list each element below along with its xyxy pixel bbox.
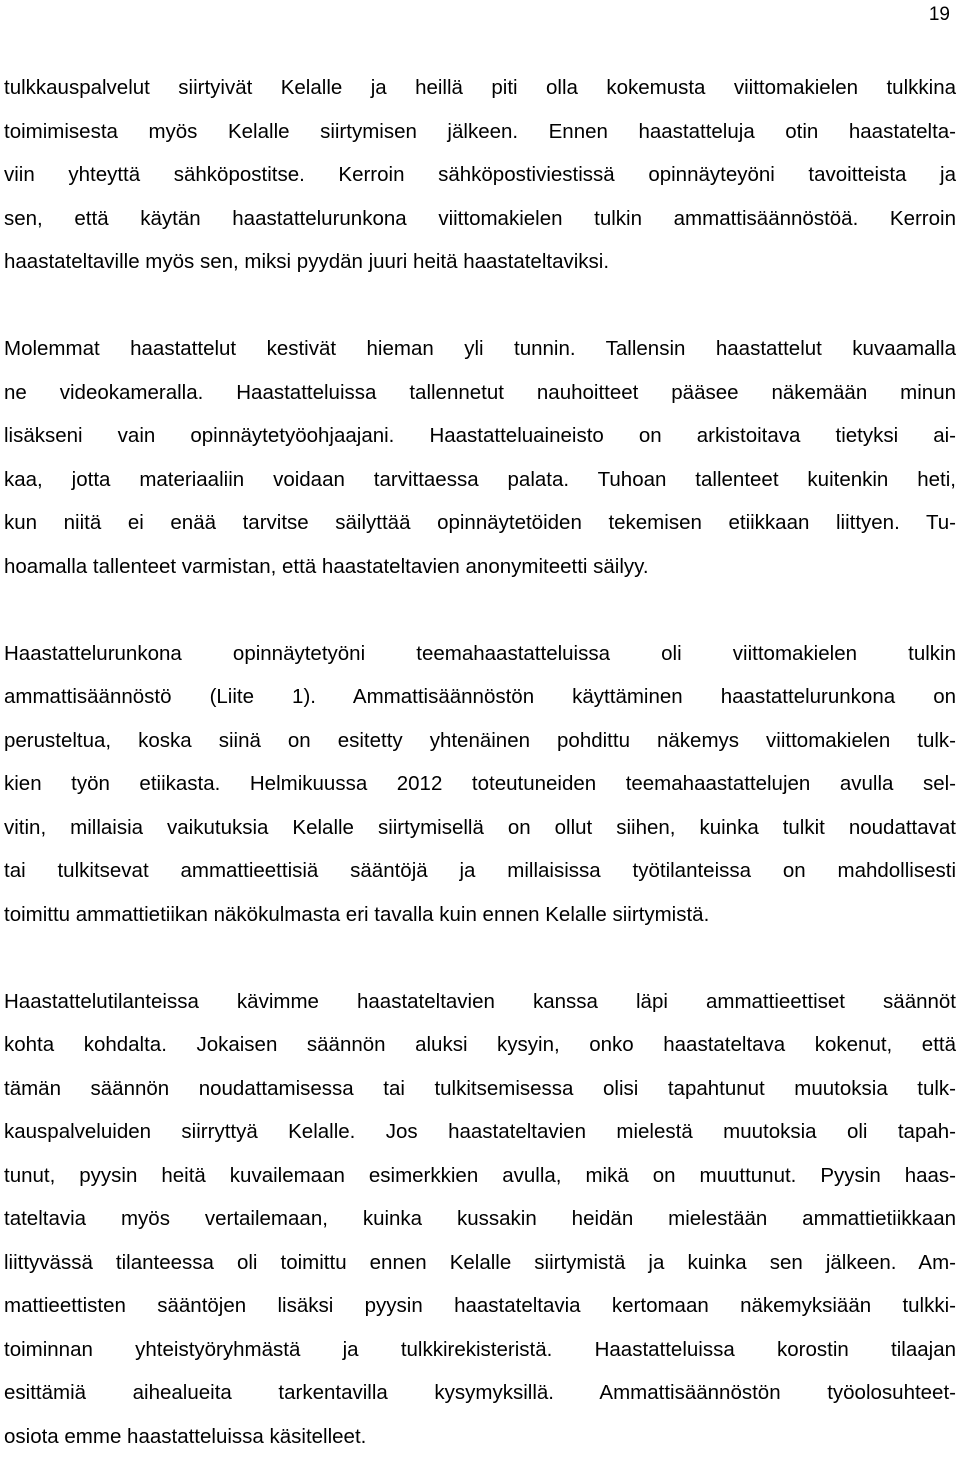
text-line: Molemmat haastattelut kestivät hieman yli tunnin. Tallensin haastattelut kuvaamalla xyxy=(4,327,956,371)
text-line: sen, että käytän haastattelurunkona viittomakielen tulkin ammattisäännöstöä. Kerroin xyxy=(4,197,956,241)
paragraph-gap xyxy=(4,284,956,328)
paragraph-gap xyxy=(4,936,956,980)
text-line: tai tulkitsevat ammattieettisiä sääntöjä ja millaisissa työtilanteissa on mahdollisesti xyxy=(4,849,956,893)
paragraph xyxy=(4,66,956,284)
text-line: osiota emme haastatteluissa käsitelleet. xyxy=(4,1415,956,1458)
text-line: perusteltua, koska siinä on esitetty yhtenäinen pohdittu näkemys viittomakielen tulk- xyxy=(4,719,956,763)
text-line: tämän säännön noudattamisessa tai tulkitsemisessa olisi tapahtunut muutoksia tulk- xyxy=(4,1067,956,1111)
text-line: tulkkauspalvelut siirtyivät Kelalle ja heillä piti olla kokemusta viittomakielen tulkkina xyxy=(4,66,956,110)
text-line: ne videokameralla. Haastatteluissa tallennetut nauhoitteet pääsee näkemään minun xyxy=(4,371,956,415)
text-line: liittyvässä tilanteessa oli toimittu ennen Kelalle siirtymistä ja kuinka sen jälkeen. Am- xyxy=(4,1241,956,1285)
text-line: tateltavia myös vertailemaan, kuinka kussakin heidän mielestään ammattietiikkaan xyxy=(4,1197,956,1241)
text-line: tunut, pyysin heitä kuvailemaan esimerkkien avulla, mikä on muuttunut. Pyysin haas- xyxy=(4,1154,956,1198)
text-line: Haastattelurunkona opinnäytetyöni teemahaastatteluissa oli viittomakielen tulkin xyxy=(4,632,956,676)
text-line: mattieettisten sääntöjen lisäksi pyysin haastateltavia kertomaan näkemyksiään tulkki- xyxy=(4,1284,956,1328)
text-line: kun niitä ei enää tarvitse säilyttää opinnäytetöiden tekemisen etiikkaan liittyen. Tu- xyxy=(4,501,956,545)
paragraph-gap xyxy=(4,588,956,632)
text-line: toiminnan yhteistyöryhmästä ja tulkkirekisteristä. Haastatteluissa korostin tilaajan xyxy=(4,1328,956,1372)
paragraph xyxy=(4,632,956,937)
text-line: toimimisesta myös Kelalle siirtymisen jälkeen. Ennen haastatteluja otin haastatelta- xyxy=(4,110,956,154)
text-line: kauspalveluiden siirryttyä Kelalle. Jos haastateltavien mielestä muutoksia oli tapah- xyxy=(4,1110,956,1154)
text-line: viin yhteyttä sähköpostitse. Kerroin sähköpostiviestissä opinnäyteyöni tavoitteista ja xyxy=(4,153,956,197)
text-line: lisäkseni vain opinnäytetyöohjaajani. Haastatteluaineisto on arkistoitava tietyksi ai- xyxy=(4,414,956,458)
text-line: vitin, millaisia vaikutuksia Kelalle siirtymisellä on ollut siihen, kuinka tulkit noudattavat xyxy=(4,806,956,850)
document-body xyxy=(4,66,956,1458)
text-line: haastateltaville myös sen, miksi pyydän juuri heitä haastateltaviksi. xyxy=(4,240,956,284)
text-line: kohta kohdalta. Jokaisen säännön aluksi kysyin, onko haastateltava kokenut, että xyxy=(4,1023,956,1067)
text-line: Haastattelutilanteissa kävimme haastateltavien kanssa läpi ammattieettiset säännöt xyxy=(4,980,956,1024)
page-number: 19 xyxy=(929,4,950,26)
text-line: kaa, jotta materiaaliin voidaan tarvittaessa palata. Tuhoan tallenteet kuitenkin heti, xyxy=(4,458,956,502)
paragraph xyxy=(4,327,956,588)
paragraph xyxy=(4,980,956,1458)
text-line: ammattisäännöstö (Liite 1). Ammattisäännöstön käyttäminen haastattelurunkona on xyxy=(4,675,956,719)
text-line: kien työn etiikasta. Helmikuussa 2012 toteutuneiden teemahaastattelujen avulla sel- xyxy=(4,762,956,806)
text-line: hoamalla tallenteet varmistan, että haastateltavien anonymiteetti säilyy. xyxy=(4,545,956,589)
text-line: toimittu ammattietiikan näkökulmasta eri tavalla kuin ennen Kelalle siirtymistä. xyxy=(4,893,956,937)
text-line: esittämiä aihealueita tarkentavilla kysymyksillä. Ammattisäännöstön työolosuhteet- xyxy=(4,1371,956,1415)
